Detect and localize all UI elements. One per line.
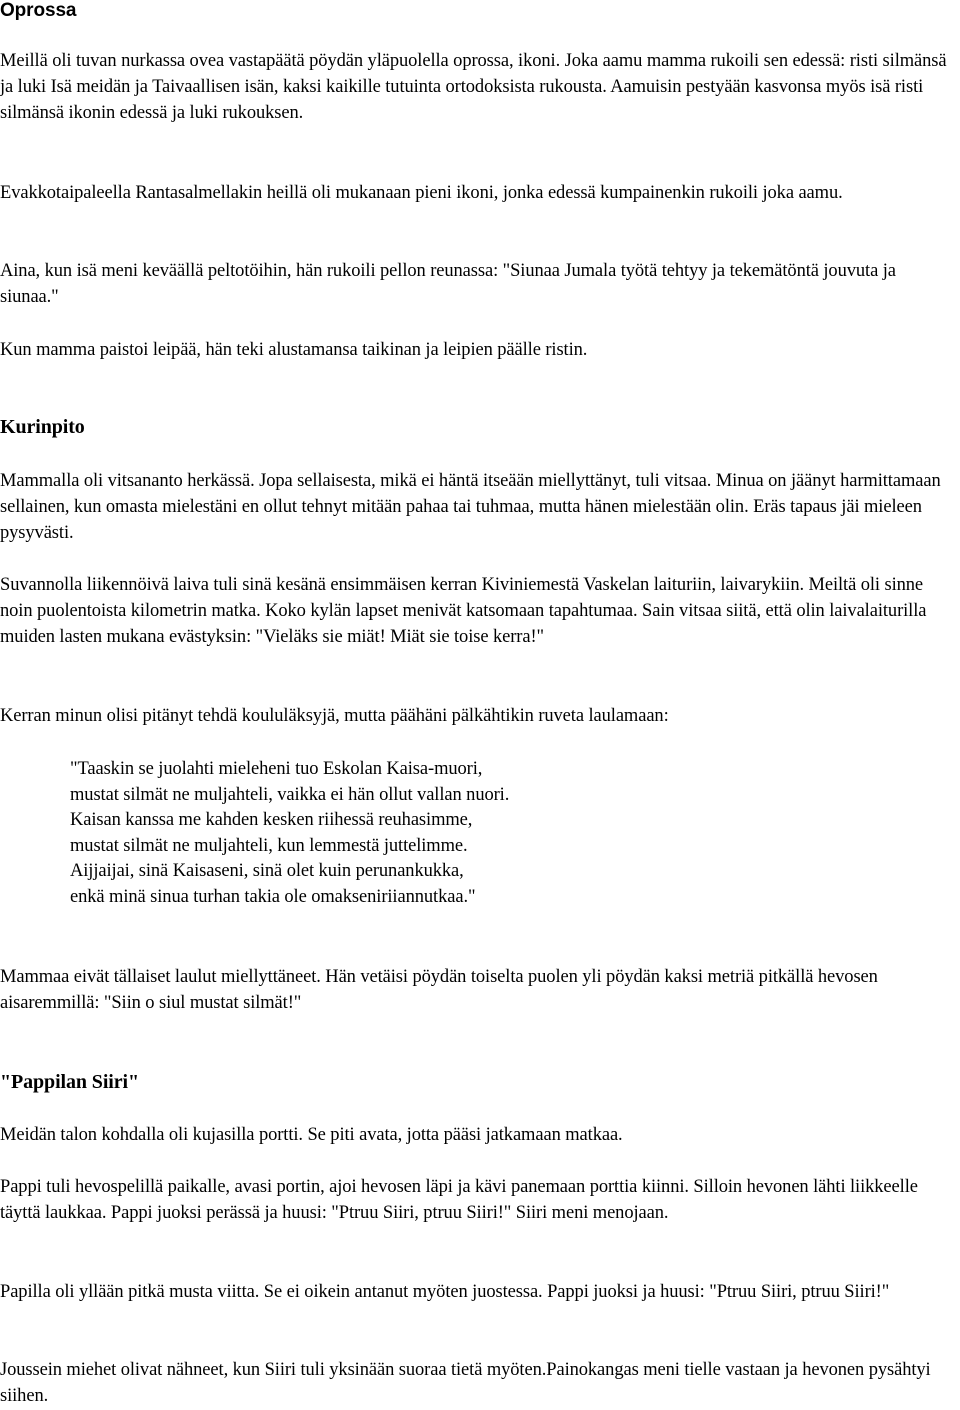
paragraph: Suvannolla liikennöivä laiva tuli sinä kesänä ensimmäisen kerran Kiviniemestä Vaskelan laituriin, laivarykiin. Meiltä oli sinne noin puolentoista kilometrin matka. Koko kylän lapset menivät katsomaan tapahtumaa. Sain vitsaa siitä, että olin laivalaiturilla muiden lasten mukana evästyksin: "Vieläks sie miät! Miät sie toise kerra!": [0, 575, 927, 647]
paragraph: Evakkotaipaleella Rantasalmellakin heillä oli mukanaan pieni ikoni, jonka edessä kumpainenkin rukoili joka aamu.: [0, 183, 843, 203]
paragraph: Mammalla oli vitsananto herkässä. Jopa sellaisesta, mikä ei häntä itseään miellyttänyt, tuli vitsaa. Minua on jäänyt harmittamaan sellainen, kun omasta mielestäni en ollut tehnyt mitään pahaa tai tuhmaa, mutta hänen mielestään olin. Eräs tapaus jäi mieleen pysyvästi.: [0, 471, 941, 543]
heading-oprossa: Oprossa: [0, 0, 77, 21]
paragraph: Aina, kun isä meni keväällä peltotöihin, hän rukoili pellon reunassa: "Siunaa Jumala työtä tehtyy ja tekemätöntä jouvuta ja siunaa.": [0, 261, 896, 307]
paragraph: Joussein miehet olivat nähneet, kun Siiri tuli yksinään suoraa tietä myöten.Painokangas meni tielle vastaan ja hevonen pysähtyi siihen.: [0, 1360, 931, 1406]
paragraph: Pappi tuli hevospelillä paikalle, avasi portin, ajoi hevosen läpi ja kävi panemaan porttia kiinni. Silloin hevonen lähti liikkeelle täyttä laukkaa. Pappi juoksi perässä ja huusi: "Ptruu Siiri, ptruu Siiri!" Siiri meni menojaan.: [0, 1177, 918, 1223]
paragraph: Papilla oli yllään pitkä musta viitta. Se ei oikein antanut myöten juostessa. Pappi juoksi ja huusi: "Ptruu Siiri, ptruu Siiri!": [0, 1282, 890, 1302]
poem-line: Kaisan kanssa me kahden kesken riihessä reuhasimme,: [70, 810, 473, 830]
poem-line: Aijjaijai, sinä Kaisaseni, sinä olet kuin perunankukka,: [70, 861, 464, 881]
heading-kurinpito: Kurinpito: [0, 416, 85, 438]
paragraph: Mammaa eivät tällaiset laulut miellyttäneet. Hän vetäisi pöydän toiselta puolen yli pöydän kaksi metriä pitkällä hevosen aisaremmillä: "Siin o siul mustat silmät!": [0, 967, 878, 1013]
poem-line: mustat silmät ne muljahteli, vaikka ei hän ollut vallan nuori.: [70, 784, 510, 805]
paragraph: Meidän talon kohdalla oli kujasilla portti. Se piti avata, jotta pääsi jatkamaan matkaa.: [0, 1125, 623, 1145]
paragraph: Meillä oli tuvan nurkassa ovea vastapäätä pöydän yläpuolella oprossa, ikoni. Joka aamu mamma rukoili sen edessä: risti silmänsä ja luki Isä meidän ja Taivaallisen isän, kaksi kaikille tutuinta ortodoksista rukousta. Aamuisin pestyään kasvonsa myös isä risti silmänsä ikonin edessä ja luki rukouksen.: [0, 51, 947, 123]
poem-line: "Taaskin se juolahti mieleheni tuo Eskolan Kaisa-muori,: [70, 759, 483, 779]
heading-pappilan-siiri: "Pappilan Siiri": [0, 1071, 139, 1093]
paragraph: Kun mamma paistoi leipää, hän teki alustamansa taikinan ja leipien päälle ristin.: [0, 340, 588, 360]
song-lyrics: [70, 757, 950, 910]
poem-line: enkä minä sinua turhan takia ole omakseniriiannutkaa.": [70, 886, 476, 907]
paragraph: Kerran minun olisi pitänyt tehdä koululäksyjä, mutta päähäni pälkähtikin ruveta laulamaan:: [0, 706, 669, 726]
poem-line: mustat silmät ne muljahteli, kun lemmestä juttelimme.: [70, 835, 468, 856]
